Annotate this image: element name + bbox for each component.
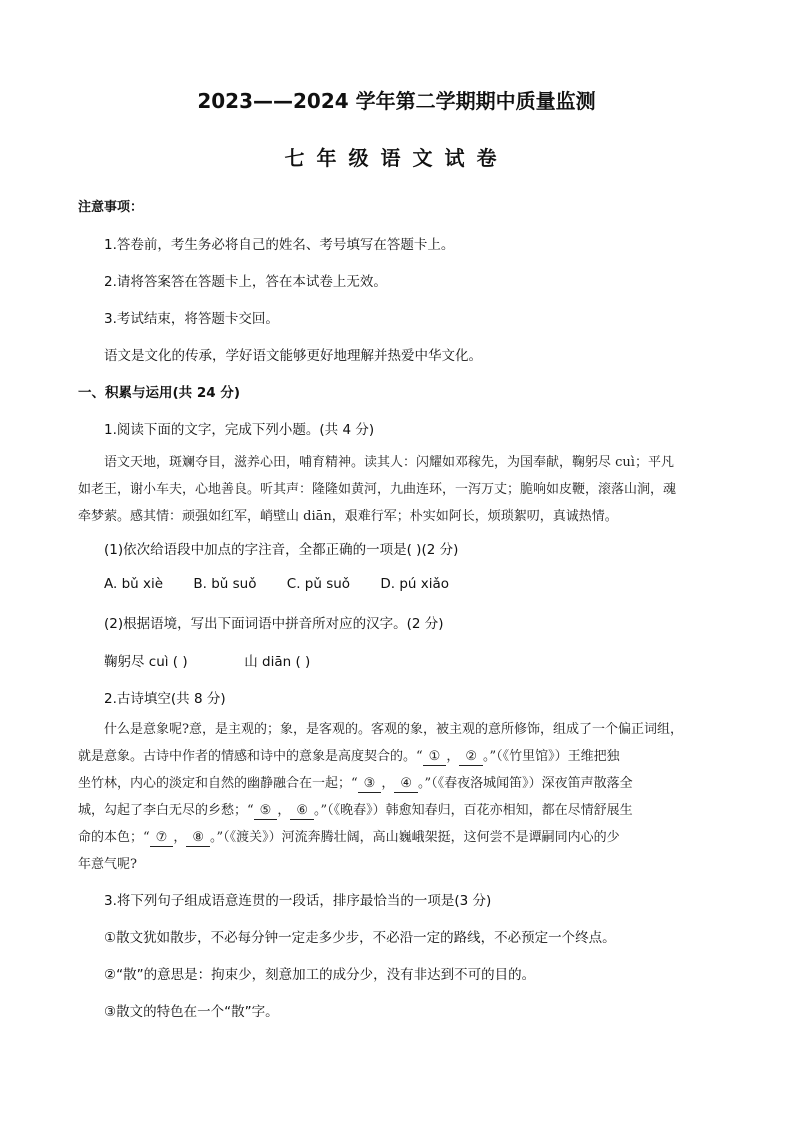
question-3-item: ①散文犹如散步，不必每分钟一定走多少步，不必沿一定的路线，不必预定一个终点。 xyxy=(104,930,616,946)
option-c: C. pǔ suǒ xyxy=(286,576,351,592)
section-heading: 一、积累与运用(共 24 分) xyxy=(78,385,241,401)
question-3-item: ③散文的特色在一个“散”字。 xyxy=(104,1004,279,1020)
notice-item: 3.考试结束，将答题卡交回。 xyxy=(104,311,279,327)
option-b: B. bǔ suǒ xyxy=(193,576,257,592)
fill-blank: ⑥ xyxy=(290,803,314,820)
fill-blank: ⑦ xyxy=(150,830,174,847)
question-1-options xyxy=(104,576,475,592)
fill-blank: ③ xyxy=(358,776,382,793)
notice-item: 1.答卷前，考生务必将自己的姓名、考号填写在答题卡上。 xyxy=(104,237,455,253)
fill-blank-a: 鞠躬尽 cuì ( ) xyxy=(104,654,188,670)
question-1-fill xyxy=(104,650,310,670)
fill-blank: ① xyxy=(423,749,447,766)
fill-blank-b: 山 diān ( ) xyxy=(244,654,311,670)
question-1-passage xyxy=(78,449,718,530)
question-1-sub2: (2)根据语境，写出下面词语中拼音所对应的汉字。(2 分) xyxy=(104,616,444,632)
fill-blank: ④ xyxy=(394,776,418,793)
passage-line: 就是意象。古诗中作者的情感和诗中的意象是高度契合的。“ ① ， ② 。”（《竹里馆》）王维把独 xyxy=(78,749,620,764)
passage-line: 城，勾起了李白无尽的乡愁；“ ⑤ ， ⑥ 。”（《晚春》）韩愈知春归，百花亦相知，都在尽情舒展生 xyxy=(78,803,633,818)
question-3-item: ②“散”的意思是：拘束少，刻意加工的成分少，没有非达到不可的目的。 xyxy=(104,967,536,983)
passage-line: 什么是意象呢?意，是主观的；象，是客观的。客观的象，被主观的意所修饰，组成了一个偏正词组， xyxy=(104,722,683,737)
option-d: D. pú xiǎo xyxy=(380,576,450,592)
passage-line: 命的本色；“ ⑦ ， ⑧ 。”（《渡关》）河流奔腾壮阔，高山巍峨架挺，这何尝不是谭嗣同内心的少 xyxy=(78,830,620,845)
exam-subtitle: 七年级语文试卷 xyxy=(284,146,509,170)
fill-blank: ② xyxy=(459,749,483,766)
option-a: A. bǔ xiè xyxy=(104,576,164,592)
fill-blank: ⑧ xyxy=(186,830,210,847)
notice-intro: 语文是文化的传承，学好语文能够更好地理解并热爱中华文化。 xyxy=(104,348,482,364)
question-2-passage xyxy=(78,716,718,878)
passage-line: 年意气呢? xyxy=(78,857,137,872)
notice-item: 2.请将答案答在答题卡上，答在本试卷上无效。 xyxy=(104,274,387,290)
passage-line: 如老王，谢小车夫，心地善良。听其声：隆隆如黄河，九曲连环，一泻万丈；脆响如皮鞭，滚落山涧，魂 xyxy=(78,482,677,497)
fill-blank: ⑤ xyxy=(254,803,278,820)
passage-line: 牵梦萦。感其情：顽强如红军，峭壁山 diān，艰难行军；朴实如阿长，烦琐絮叨，真诚热情。 xyxy=(78,509,618,524)
question-1-stem: 1.阅读下面的文字，完成下列小题。(共 4 分) xyxy=(104,422,375,438)
question-1-sub1: (1)依次给语段中加点的字注音，全都正确的一项是( )(2 分) xyxy=(104,542,459,558)
exam-title: 2023——2024 学年第二学期期中质量监测 xyxy=(197,89,596,113)
passage-line: 坐竹林，内心的淡定和自然的幽静融合在一起；“ ③ ， ④ 。”（《春夜洛城闻笛》）深夜笛声散落全 xyxy=(78,776,633,791)
passage-line: 语文天地，斑斓夺目，滋养心田，哺育精神。读其人：闪耀如邓稼先，为国奉献，鞠躬尽 cuì；平凡 xyxy=(104,455,674,470)
notice-heading: 注意事项： xyxy=(78,200,144,215)
question-2-stem: 2.古诗填空(共 8 分) xyxy=(104,691,226,707)
question-3-stem: 3.将下列句子组成语意连贯的一段话，排序最恰当的一项是(3 分) xyxy=(104,893,492,909)
